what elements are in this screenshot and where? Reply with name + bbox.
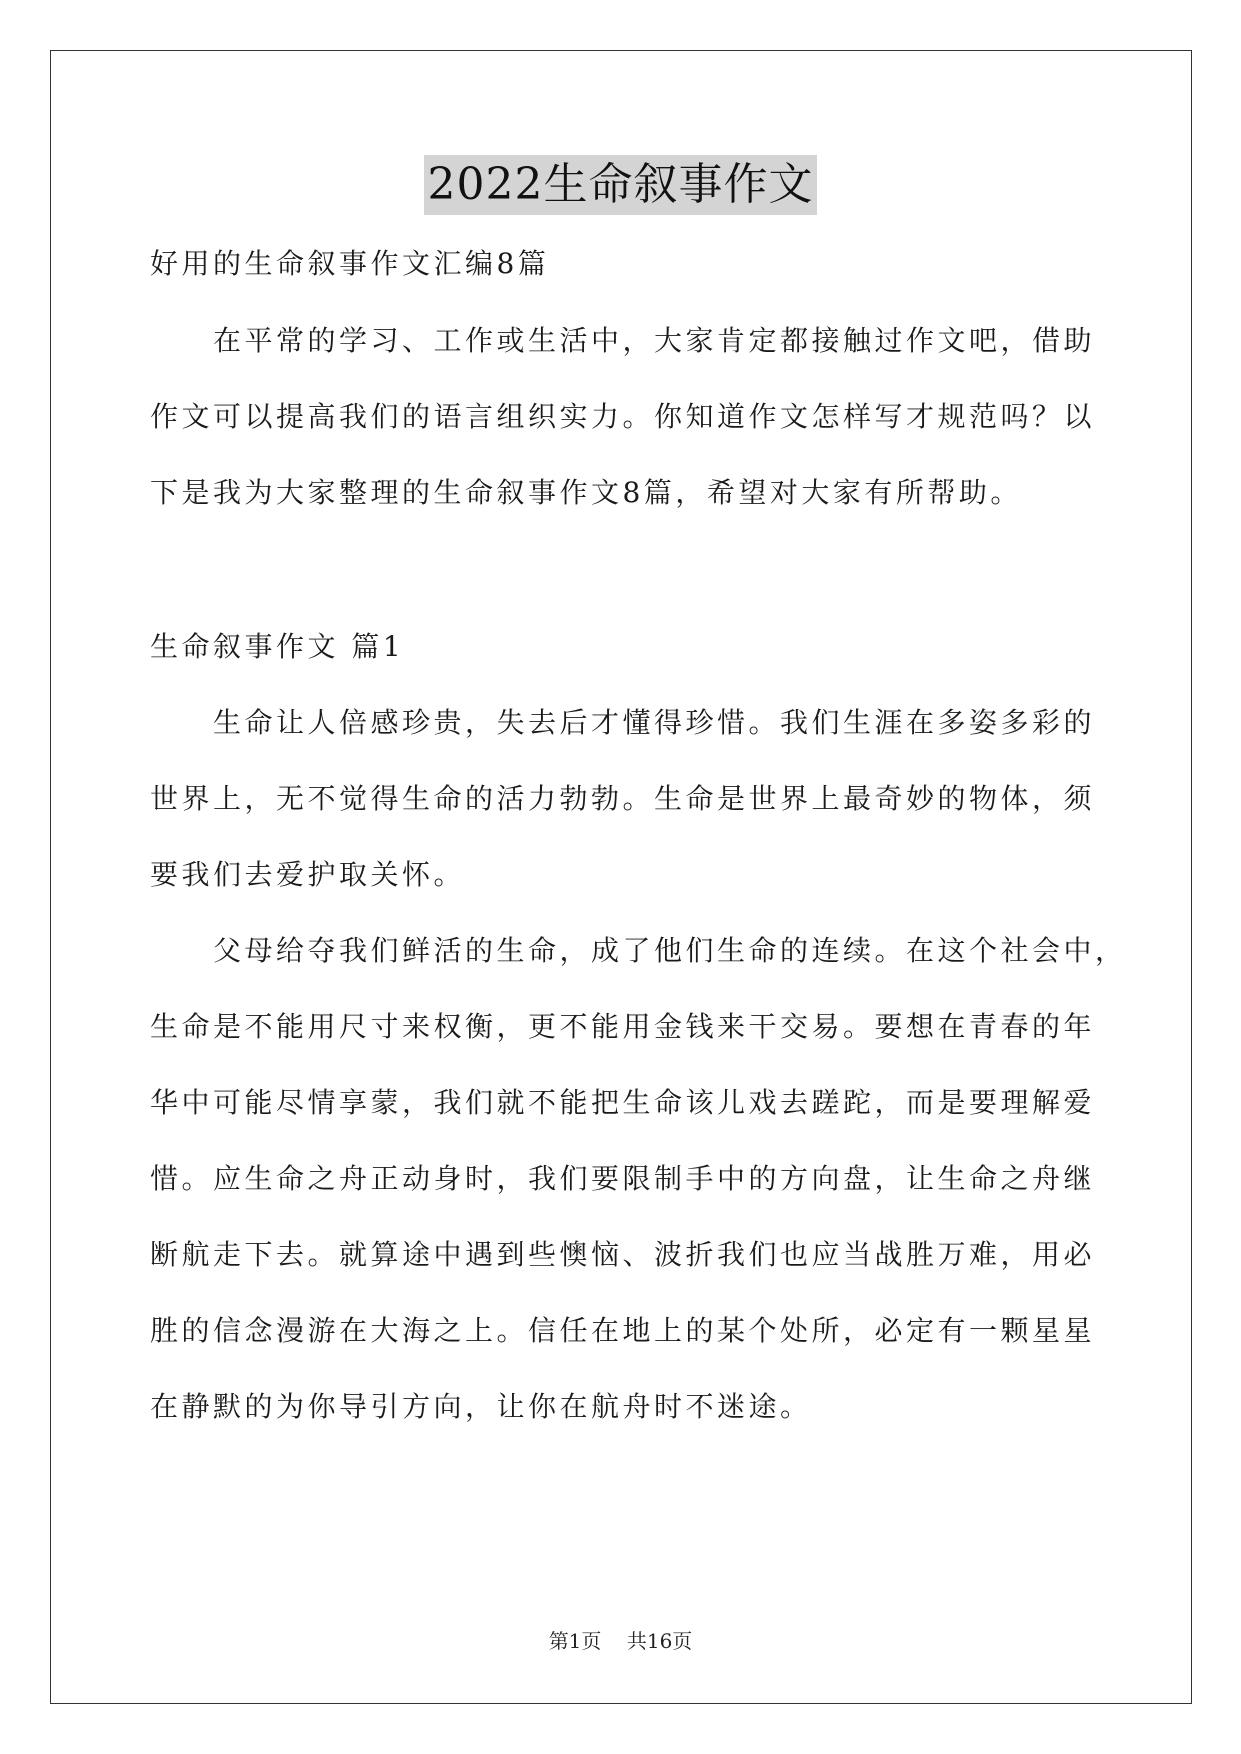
paragraph-line: 生命是不能用尺寸来权衡，更不能用金钱来干交易。要想在青春的年: [150, 1010, 1096, 1043]
paragraph-line: 父母给夺我们鲜活的生命，成了他们生命的连续。在这个社会中，: [213, 934, 1127, 967]
paragraph-line: 世界上，无不觉得生命的活力勃勃。生命是世界上最奇妙的物体，须: [150, 782, 1096, 815]
document-body: [150, 236, 1127, 1455]
page-footer: [0, 1627, 1241, 1655]
title-container: [0, 155, 1241, 215]
page-number-label: 第1页 共16页: [548, 1629, 693, 1653]
document-subtitle: 好用的生命叙事作文汇编8篇: [150, 247, 550, 280]
intro-line: 在平常的学习、工作或生活中，大家肯定都接触过作文吧，借助: [213, 324, 1096, 357]
paragraph-line: 生命让人倍感珍贵，失去后才懂得珍惜。我们生涯在多姿多彩的: [213, 706, 1096, 739]
paragraph-line: 惜。应生命之舟正动身时，我们要限制手中的方向盘，让生命之舟继: [150, 1162, 1096, 1195]
paragraph-gap: [150, 541, 1090, 619]
paragraph-line: 要我们去爱护取关怀。: [150, 858, 466, 891]
paragraph-line: 在静默的为你导引方向，让你在航舟时不迷途。: [150, 1390, 812, 1423]
intro-line: 作文可以提高我们的语言组织实力。你知道作文怎样写才规范吗？以: [150, 400, 1096, 433]
paragraph-line: 胜的信念漫游在大海之上。信任在地上的某个处所，必定有一颗星星: [150, 1314, 1096, 1347]
paragraph-line: 华中可能尽情享蒙，我们就不能把生命该儿戏去蹉跎，而是要理解爱: [150, 1086, 1096, 1119]
section-heading: 生命叙事作文 篇1: [150, 630, 405, 663]
intro-line: 下是我为大家整理的生命叙事作文8篇，希望对大家有所帮助。: [150, 476, 1022, 509]
document-title: 2022生命叙事作文: [424, 155, 818, 215]
paragraph-line: 断航走下去。就算途中遇到些懊恼、波折我们也应当战胜万难，用必: [150, 1238, 1096, 1271]
